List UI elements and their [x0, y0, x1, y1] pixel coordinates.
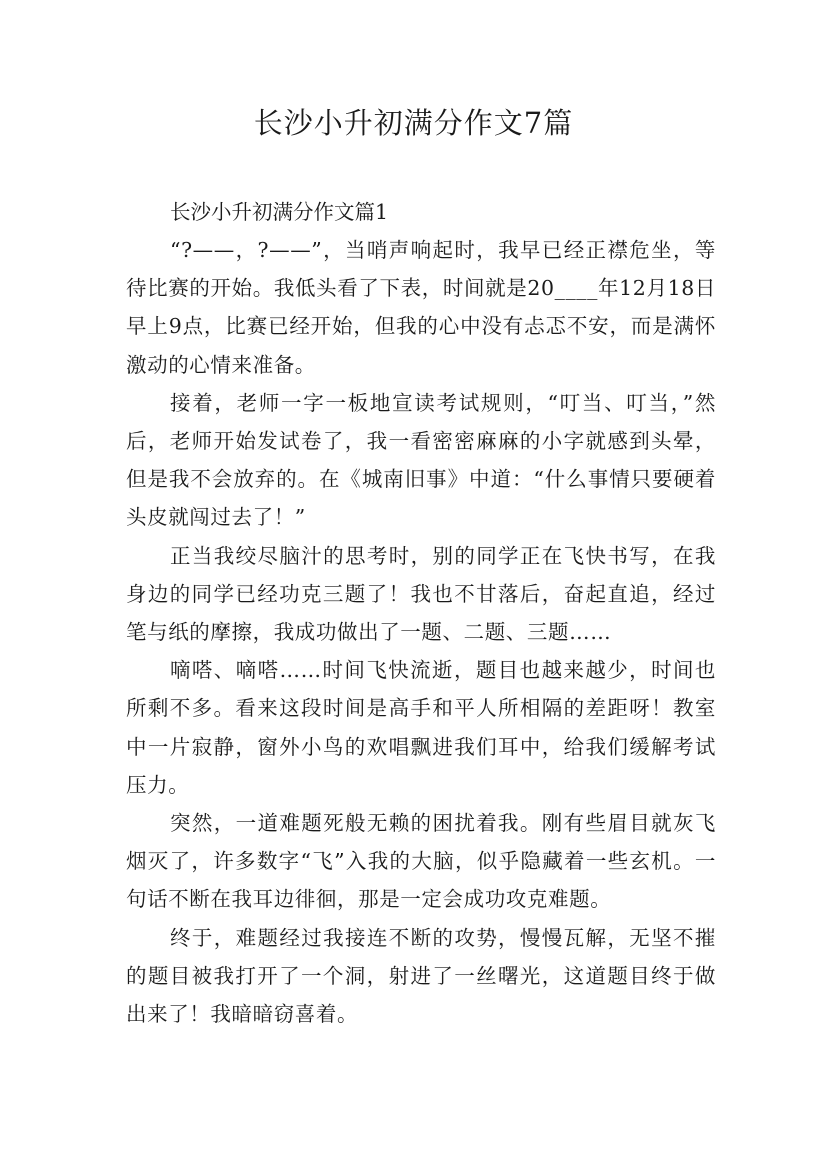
paragraph-2: 接着，老师一字一板地宣读考试规则，“叮当、叮当，”然后，老师开始发试卷了，我一看密密麻麻的小字就感到头晕，但是我不会放弃的。在《城南旧事》中道：“什么事情只要硬着头皮就闯过去了！”: [126, 390, 716, 530]
paragraph-3: 正当我绞尽脑汁的思考时，别的同学正在飞快书写，在我身边的同学已经功克三题了！我也不甘落后，奋起直追，经过笔与纸的摩擦，我成功做出了一题、二题、三题……: [126, 543, 716, 645]
paragraph-4: 嘀嗒、嘀嗒……时间飞快流逝，题目也越来越少，时间也所剩不多。看来这段时间是高手和平人所相隔的差距呀！教室中一片寂静，窗外小鸟的欢唱飘进我们耳中，给我们缓解考试压力。: [126, 658, 716, 797]
article-body: [126, 193, 716, 1033]
document-title: 长沙小升初满分作文7篇: [253, 106, 574, 140]
paragraph-5: 突然，一道难题死般无赖的困扰着我。刚有些眉目就灰飞烟灭了，许多数字“飞”入我的大脑，似乎隐藏着一些玄机。一句话不断在我耳边徘徊，那是一定会成功攻克难题。: [126, 811, 716, 912]
section-heading: 长沙小升初满分作文篇1: [170, 200, 389, 224]
paragraph-1: “?——，?——”，当哨声响起时，我早已经正襟危坐，等待比赛的开始。我低头看了下表，时间就是20____年12月18日早上9点，比赛已经开始，但我的心中没有忐忑不安，而是满怀激动的心情来准备。: [126, 238, 716, 377]
paragraph-6: 终于，难题经过我接连不断的攻势，慢慢瓦解，无坚不摧的题目被我打开了一个洞，射进了一丝曙光，这道题目终于做出来了！我暗暗窃喜着。: [126, 925, 716, 1027]
